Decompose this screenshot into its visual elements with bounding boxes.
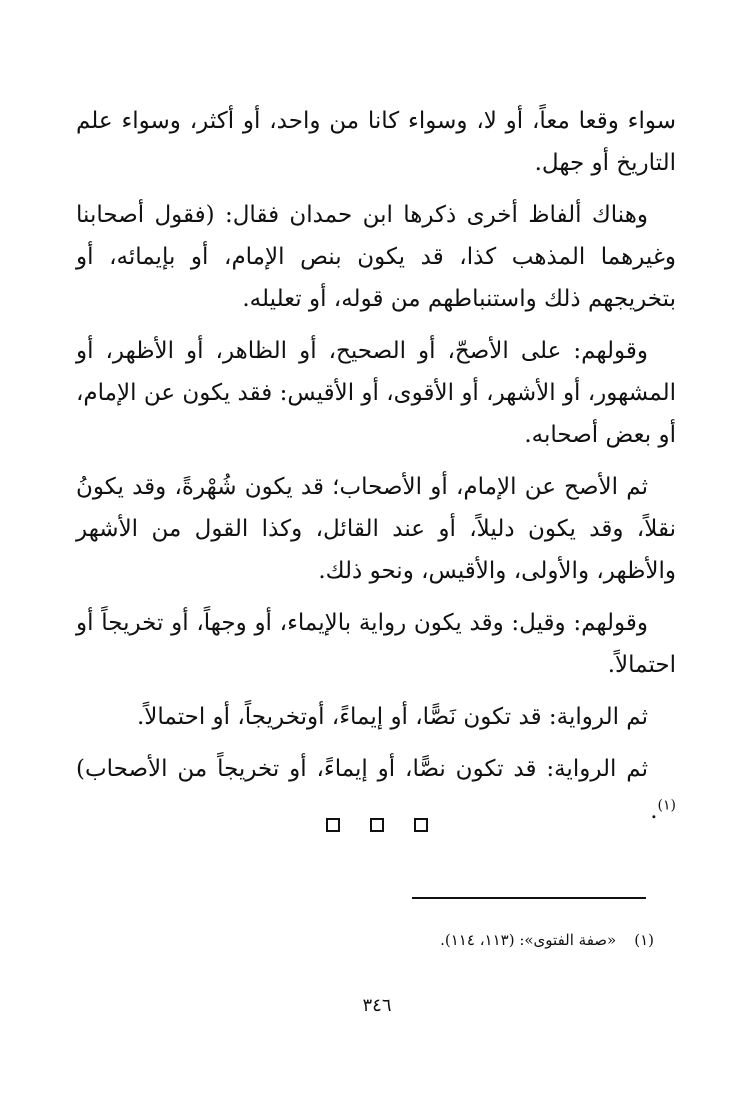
footnote-text: «صفة الفتوى»: (١١٣، ١١٤). bbox=[440, 931, 617, 949]
paragraph: سواء وقعا معاً، أو لا، وسواء كانا من واحد، أو أكثر، وسواء علم التاريخ أو جهل. bbox=[76, 108, 676, 176]
square-ornament-icon bbox=[370, 818, 384, 832]
footnote bbox=[440, 928, 654, 952]
section-separator bbox=[0, 818, 754, 832]
paragraph: وقولهم: على الأصحّ، أو الصحيح، أو الظاهر، أو الأظهر، أو المشهور، أو الأشهر، أو الأقوى، أو الأقيس: فقد يكون عن الإمام، أو بعض أصحابه. bbox=[76, 338, 676, 448]
paragraph-text: ثم الرواية: قد تكون نصًّا، أو إيماءً، أو تخريجاً من الأصحاب) bbox=[76, 756, 648, 782]
page-number: ٣٤٦ bbox=[362, 995, 392, 1016]
main-text bbox=[76, 100, 676, 842]
footnote-number: (١) bbox=[634, 931, 654, 949]
square-ornament-icon bbox=[326, 818, 340, 832]
square-ornament-icon bbox=[414, 818, 428, 832]
paragraph: وقولهم: وقيل: وقد يكون رواية بالإيماء، أو وجهاً، أو تخريجاً أو احتمالاً. bbox=[76, 610, 676, 678]
footnote-reference[interactable]: (١) bbox=[657, 797, 676, 814]
paragraph: ثم الرواية: قد تكون نَصًّا، أو إيماءً، أوتخريجاً، أو احتمالاً. bbox=[136, 704, 648, 730]
footnote-divider bbox=[412, 897, 646, 899]
paragraph: ثم الأصح عن الإمام، أو الأصحاب؛ قد يكون شُهْرةً، وقد يكونُ نقلاً، وقد يكون دليلاً، أو عند القائل، وكذا القول من الأشهر والأظهر، والأولى، والأقيس، ونحو ذلك. bbox=[76, 474, 676, 584]
paragraph-tail: . bbox=[650, 798, 658, 824]
paragraph: وهناك ألفاظ أخرى ذكرها ابن حمدان فقال: (فقول أصحابنا وغيرهما المذهب كذا، قد يكون بنص الإمام، أو بإيمائه، أو بتخريجهم ذلك واستنباطهم من قوله، أو تعليله. bbox=[76, 202, 676, 312]
